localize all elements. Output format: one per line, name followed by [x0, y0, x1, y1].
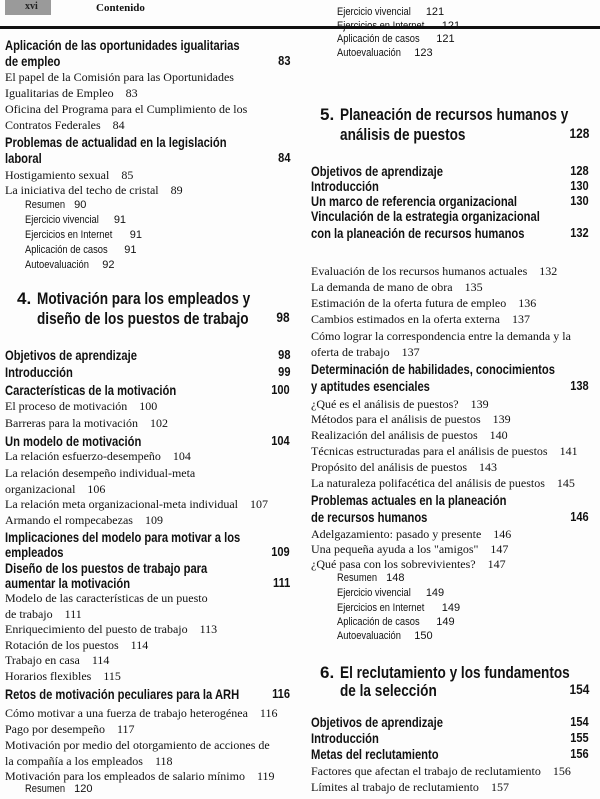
chapter-number: 6. [320, 663, 335, 682]
toc-entry-text: La demanda de mano de obra [311, 280, 453, 294]
page-number: 118 [154, 754, 173, 768]
toc-entry-text: Ejercicios en Internet [337, 20, 425, 32]
page-number: 139 [492, 412, 511, 426]
toc-end-matter-item [25, 229, 310, 245]
toc-chapter-title [320, 105, 589, 125]
page-number: 89 [170, 183, 183, 197]
toc-subsection [311, 345, 589, 361]
page-number: 146 [493, 527, 512, 541]
toc-subsection [5, 722, 290, 738]
page-number: 99 [277, 364, 290, 379]
toc-subsection [5, 706, 290, 722]
toc-entry-text: Rotación de los puestos [5, 638, 119, 652]
toc-entry-text: Estimación de la oferta futura de empleo [311, 296, 507, 310]
toc-entry-text: Resumen [25, 783, 66, 795]
toc-subsection [311, 397, 589, 413]
toc-entry-text: El proceso de motivación [5, 399, 128, 413]
toc-entry-text: Introducción [311, 730, 379, 746]
toc-entry-text: Oficina del Programa para el Cumplimiento de los [5, 102, 248, 116]
toc-subsection [311, 460, 589, 476]
toc-entry-text: El papel de la Comisión para las Oportunidades [5, 70, 234, 84]
toc-entry-text: aumentar la motivación [5, 575, 131, 591]
page-number: 157 [490, 780, 509, 794]
page-number: 128 [570, 163, 589, 178]
running-head: Contenido [96, 2, 145, 14]
page-number: 140 [489, 428, 508, 442]
toc-section-heading [5, 529, 290, 545]
toc-subsection [5, 653, 290, 669]
toc-section-heading [311, 208, 589, 224]
page-number: 85 [121, 168, 134, 182]
page-number: 109 [144, 513, 163, 527]
page-number: 147 [490, 542, 509, 556]
page-number: 104 [172, 449, 191, 463]
toc-entry-text: Planeación de recursos humanos y [340, 105, 569, 124]
toc-entry-text: con la planeación de recursos humanos [311, 225, 525, 241]
toc-section-heading [311, 378, 589, 394]
page-number: 83 [277, 53, 290, 68]
toc-entry-text: Hostigamiento sexual [5, 168, 110, 182]
toc-entry-text: Problemas de actualidad en la legislación [5, 134, 227, 150]
page-number: 107 [250, 497, 269, 511]
toc-entry-text: Cambios estimados en la oferta externa [311, 312, 500, 326]
page-number: 121 [441, 20, 461, 32]
toc-entry-text: Un modelo de motivación [5, 433, 142, 449]
toc-entry-text: Ejercicio vivencial [25, 214, 99, 226]
page-number: 149 [436, 616, 455, 628]
toc-subsection [5, 622, 290, 638]
toc-entry-text: Contratos Federales [5, 118, 101, 132]
toc-entry-text: La iniciativa del techo de cristal [5, 183, 159, 197]
page-number: 116 [272, 686, 290, 701]
toc-entry-text: Metas del reclutamiento [311, 746, 439, 762]
toc-section-heading [311, 163, 589, 179]
toc-entry-text: Diseño de los puestos de trabajo para [5, 560, 208, 576]
toc-subsection [5, 466, 290, 482]
page-number: 130 [570, 178, 589, 193]
page-number: 98 [277, 347, 290, 362]
toc-end-matter-item [25, 783, 310, 799]
toc-subsection [5, 638, 290, 654]
toc-section-heading [311, 178, 589, 194]
toc-subsection [311, 542, 589, 558]
toc-subsection [311, 280, 589, 296]
toc-entry-text: Ejercicio vivencial [337, 6, 411, 18]
toc-entry-text: Modelo de las características de un puesto [5, 591, 208, 605]
toc-section-heading [311, 746, 589, 762]
toc-section-heading [311, 509, 589, 525]
toc-entry-text: La relación meta organizacional-meta individual [5, 497, 239, 511]
toc-entry-text: Trabajo en casa [5, 653, 80, 667]
page-number: 90 [74, 199, 87, 211]
toc-section-heading [5, 560, 290, 576]
toc-entry-text: Determinación de habilidades, conocimientos [311, 361, 555, 377]
toc-entry-text: empleados [5, 544, 64, 560]
page-number: 104 [271, 433, 290, 448]
toc-section-heading [5, 37, 290, 53]
toc-entry-text: La relación desempeño individual-meta [5, 466, 196, 480]
page-number: 121 [436, 33, 455, 45]
page-number: 148 [386, 572, 405, 584]
page-number: 92 [102, 259, 115, 271]
toc-entry-text: laboral [5, 150, 42, 166]
toc-entry-text: Vinculación de la estrategia organizacional [311, 208, 540, 224]
toc-entry-text: Autoevaluación [337, 47, 401, 59]
toc-end-matter-item [25, 214, 310, 230]
page-number: 106 [87, 482, 106, 496]
page-number: 102 [149, 416, 168, 430]
toc-entry-text: La naturaleza polifacética del análisis de puestos [311, 476, 545, 490]
toc-entry-text: Aplicación de las oportunidades igualitarias [5, 37, 240, 53]
toc-subsection [5, 118, 290, 134]
toc-subsection [311, 476, 589, 492]
page-number: 156 [552, 764, 571, 778]
toc-entry-text: Ejercicios en Internet [25, 229, 113, 241]
toc-subsection [5, 449, 290, 465]
toc-entry-text: diseño de los puestos de trabajo [37, 309, 249, 328]
toc-subsection [5, 482, 290, 498]
toc-subsection [311, 329, 589, 345]
toc-entry-text: Introducción [5, 364, 73, 380]
toc-entry-text: Técnicas estructuradas para el análisis de puestos [311, 444, 548, 458]
toc-section-heading [311, 193, 589, 209]
page-number: 83 [125, 86, 138, 100]
toc-subsection [311, 764, 589, 780]
toc-section-heading [5, 686, 290, 702]
toc-entry-text: ¿Qué es el análisis de puestos? [311, 397, 459, 411]
toc-subsection [5, 86, 290, 102]
toc-entry-text: Evaluación de los recursos humanos actuales [311, 264, 528, 278]
page-number: 150 [414, 630, 433, 642]
page-number: 114 [91, 653, 110, 667]
toc-section-heading [311, 714, 589, 730]
toc-section-heading [311, 361, 589, 377]
toc-entry-text: de recursos humanos [311, 509, 428, 525]
toc-entry-text: Resumen [25, 199, 66, 211]
toc-entry-text: Aplicación de casos [337, 33, 420, 45]
toc-subsection [5, 399, 290, 415]
toc-subsection [311, 428, 589, 444]
toc-entry-text: Armando el rompecabezas [5, 513, 133, 527]
toc-entry-text: Características de la motivación [5, 382, 177, 398]
toc-subsection [5, 669, 290, 685]
toc-subsection [5, 183, 290, 199]
page-number: 155 [570, 730, 589, 745]
page-number: 114 [130, 638, 149, 652]
toc-entry-text: oferta de trabajo [311, 345, 390, 359]
toc-entry-text: Factores que afectan el trabajo de reclutamiento [311, 764, 541, 778]
toc-entry-text: Realización del análisis de puestos [311, 428, 478, 442]
page-number: 120 [74, 783, 93, 795]
toc-subsection [5, 497, 290, 513]
page-number: 141 [559, 444, 578, 458]
page-number: 116 [259, 706, 278, 720]
toc-subsection [5, 591, 290, 607]
toc-subsection [5, 754, 290, 770]
page-number: 147 [487, 557, 506, 571]
folio-number: xvi [25, 1, 38, 12]
toc-entry-text: Aplicación de casos [25, 244, 108, 256]
toc-entry-text: Enriquecimiento del puesto de trabajo [5, 622, 188, 636]
toc-entry-text: Problemas actuales en la planeación [311, 492, 507, 508]
toc-section-heading [5, 575, 290, 591]
toc-entry-text: la compañía a los empleados [5, 754, 143, 768]
toc-entry-text: ¿Qué pasa con los sobrevivientes? [311, 557, 476, 571]
page-number: 119 [256, 769, 275, 783]
toc-end-matter-item [337, 630, 600, 646]
page-number: 136 [518, 296, 537, 310]
page-number: 146 [570, 509, 589, 524]
toc-entry-text: de trabajo [5, 607, 53, 621]
toc-chapter-title [37, 309, 290, 329]
toc-subsection [5, 416, 290, 432]
page-number: 156 [570, 746, 589, 761]
page-number: 154 [569, 681, 589, 697]
toc-subsection [5, 168, 290, 184]
page-number: 113 [199, 622, 218, 636]
toc-section-heading [5, 347, 290, 363]
page-number: 149 [441, 602, 461, 614]
toc-entry-text: Cómo lograr la correspondencia entre la demanda y la [311, 329, 571, 343]
page-number: 111 [272, 575, 290, 590]
toc-entry-text: Objetivos de aprendizaje [311, 714, 443, 730]
toc-entry-text: Autoevaluación [25, 259, 89, 271]
page-number: 143 [479, 460, 497, 474]
toc-entry-text: de la selección [340, 681, 437, 700]
page-number: 100 [271, 382, 290, 397]
toc-entry-text: Resumen [337, 572, 378, 584]
toc-end-matter-item [25, 244, 310, 260]
toc-entry-text: Introducción [311, 178, 379, 194]
toc-section-heading [5, 382, 290, 398]
toc-subsection [311, 557, 589, 573]
toc-subsection [5, 513, 290, 529]
page-number: 130 [570, 193, 589, 208]
page-number: 137 [511, 312, 530, 326]
chapter-number: 5. [320, 105, 335, 124]
page-number: 132 [570, 225, 589, 240]
toc-entry-text: Objetivos de aprendizaje [5, 347, 137, 363]
toc-chapter-title [17, 289, 290, 309]
toc-entry-text: Aplicación de casos [337, 616, 420, 628]
toc-entry-text: organizacional [5, 482, 76, 496]
toc-entry-text: Métodos para el análisis de puestos [311, 412, 481, 426]
toc-entry-text: Igualitarias de Empleo [5, 86, 114, 100]
page-number: 91 [129, 229, 142, 241]
toc-entry-text: Adelgazamiento: pasado y presente [311, 527, 482, 541]
toc-subsection [311, 780, 589, 796]
page-number: 138 [570, 378, 589, 393]
toc-end-matter-item [25, 199, 310, 215]
toc-end-matter-item [337, 572, 600, 588]
page-number: 84 [277, 150, 290, 165]
page-number: 91 [124, 244, 137, 256]
toc-subsection [311, 527, 589, 543]
toc-entry-text: Cómo motivar a una fuerza de trabajo heterogénea [5, 706, 248, 720]
toc-subsection [5, 738, 290, 754]
page-number: 132 [539, 264, 558, 278]
toc-entry-text: Propósito del análisis de puestos [311, 460, 467, 474]
toc-section-heading [311, 225, 589, 241]
toc-section-heading [5, 433, 290, 449]
page-number: 111 [64, 607, 82, 621]
page-folio [5, 0, 51, 15]
toc-entry-text: Ejercicio vivencial [337, 587, 411, 599]
page-number: 109 [271, 544, 290, 559]
toc-entry-text: El reclutamiento y los fundamentos [340, 663, 570, 682]
toc-entry-text: Una pequeña ayuda a los "amigos" [311, 542, 479, 556]
toc-chapter-title [340, 125, 589, 145]
page-number: 115 [103, 669, 121, 683]
toc-subsection [311, 264, 589, 280]
page-number: 139 [470, 397, 489, 411]
toc-section-heading [5, 544, 290, 560]
toc-entry-text: Un marco de referencia organizacional [311, 193, 518, 209]
toc-subsection [5, 607, 290, 623]
toc-subsection [5, 102, 290, 118]
toc-section-heading [5, 150, 290, 166]
toc-entry-text: Límites al trabajo de reclutamiento [311, 780, 479, 794]
toc-subsection [311, 296, 589, 312]
page-number: 100 [139, 399, 158, 413]
chapter-number: 4. [17, 289, 32, 308]
toc-section-heading [311, 730, 589, 746]
page-number: 123 [414, 47, 433, 59]
page-number: 117 [116, 722, 135, 736]
page-number: 137 [401, 345, 420, 359]
page-number: 84 [112, 118, 125, 132]
toc-entry-text: Barreras para la motivación [5, 416, 138, 430]
toc-entry-text: Ejercicios en Internet [337, 602, 425, 614]
toc-entry-text: de empleo [5, 53, 61, 69]
toc-entry-text: Motivación para los empleados de salario mínimo [5, 769, 245, 783]
toc-entry-text: Motivación por medio del otorgamiento de acciones de [5, 738, 270, 752]
toc-entry-text: y aptitudes esenciales [311, 378, 430, 394]
toc-subsection [5, 70, 290, 86]
toc-section-heading [5, 364, 290, 380]
page-number: 154 [570, 714, 589, 729]
toc-chapter-title [340, 681, 589, 701]
toc-entry-text: La relación esfuerzo-desempeño [5, 449, 161, 463]
toc-end-matter-item [337, 587, 600, 603]
toc-section-heading [5, 53, 290, 69]
page-number: 145 [556, 476, 575, 490]
toc-entry-text: Horarios flexibles [5, 669, 92, 683]
toc-entry-text: Pago por desempeño [5, 722, 105, 736]
toc-subsection [311, 444, 589, 460]
toc-subsection [311, 312, 589, 328]
toc-end-matter-item [25, 259, 310, 275]
page-number: 135 [464, 280, 483, 294]
toc-entry-text: análisis de puestos [340, 125, 466, 144]
toc-entry-text: Motivación para los empleados y [37, 289, 251, 308]
toc-entry-text: Autoevaluación [337, 630, 401, 642]
page-number: 121 [425, 6, 445, 18]
toc-chapter-title [320, 663, 589, 683]
toc-entry-text: Implicaciones del modelo para motivar a los [5, 529, 241, 545]
toc-section-heading [5, 134, 290, 150]
page-number: 149 [425, 587, 445, 599]
page-number: 98 [276, 309, 290, 325]
page-number: 128 [569, 125, 589, 141]
toc-entry-text: Objetivos de aprendizaje [311, 163, 443, 179]
toc-end-matter-item [337, 47, 600, 63]
toc-entry-text: Retos de motivación peculiares para la ARH [5, 686, 240, 702]
page-number: 91 [113, 214, 127, 226]
toc-section-heading [311, 492, 589, 508]
toc-subsection [311, 412, 589, 428]
